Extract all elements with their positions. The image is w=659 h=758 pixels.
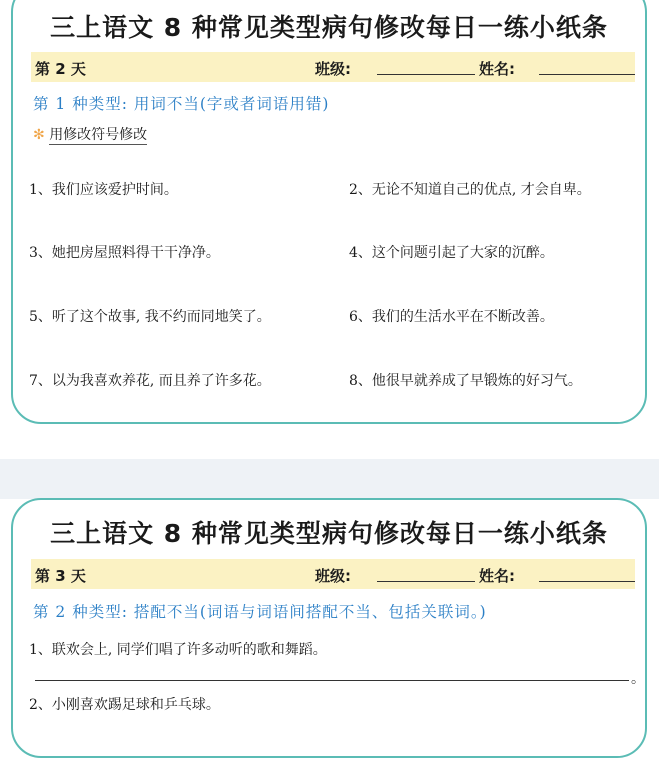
class-blank[interactable] [377,74,475,75]
instruction-text: 用修改符号修改 [49,127,148,143]
sentence-item: 7、以为我喜欢养花, 而且养了许多花。 [29,373,271,389]
star-icon: ✻ [33,127,45,143]
worksheet-card-day3 [11,498,647,758]
day-header-row [31,52,635,82]
day-label: 第 3 天 [35,567,86,585]
page-separator [0,459,659,499]
name-label: 姓名: [479,567,515,585]
answer-line[interactable] [35,680,629,681]
sentence-item: 1、我们应该爱护时间。 [29,182,178,198]
worksheet-card-day2 [11,0,647,424]
class-label: 班级: [315,567,351,585]
class-blank[interactable] [377,581,475,582]
name-blank[interactable] [539,581,635,582]
sentence-item: 4、这个问题引起了大家的沉醉。 [349,245,554,261]
error-type-heading: 第 1 种类型: 用词不当(字或者词语用错) [33,95,330,113]
day-label: 第 2 天 [35,60,86,78]
name-label: 姓名: [479,60,515,78]
class-label: 班级: [315,60,351,78]
sheet-title: 三上语文 8 种常见类型病句修改每日一练小纸条 [50,519,608,548]
error-type-heading: 第 2 种类型: 搭配不当(词语与词语间搭配不当、包括关联词。) [33,603,487,621]
sheet-title: 三上语文 8 种常见类型病句修改每日一练小纸条 [50,13,608,42]
sentence-item: 5、听了这个故事, 我不约而同地笑了。 [29,309,271,325]
name-blank[interactable] [539,74,635,75]
instruction [33,124,147,144]
sentence-item: 3、她把房屋照料得干干净净。 [29,245,220,261]
sentence-item: 2、无论不知道自己的优点, 才会自卑。 [349,182,591,198]
sentence-item: 2、小刚喜欢踢足球和乒乓球。 [29,697,220,713]
answer-period: 。 [631,671,645,687]
sentence-item: 8、他很早就养成了早锻炼的好习气。 [349,373,582,389]
sentence-item: 6、我们的生活水平在不断改善。 [349,309,554,325]
day-header-row [31,559,635,589]
sentence-item: 1、联欢会上, 同学们唱了许多动听的歌和舞蹈。 [29,642,327,658]
